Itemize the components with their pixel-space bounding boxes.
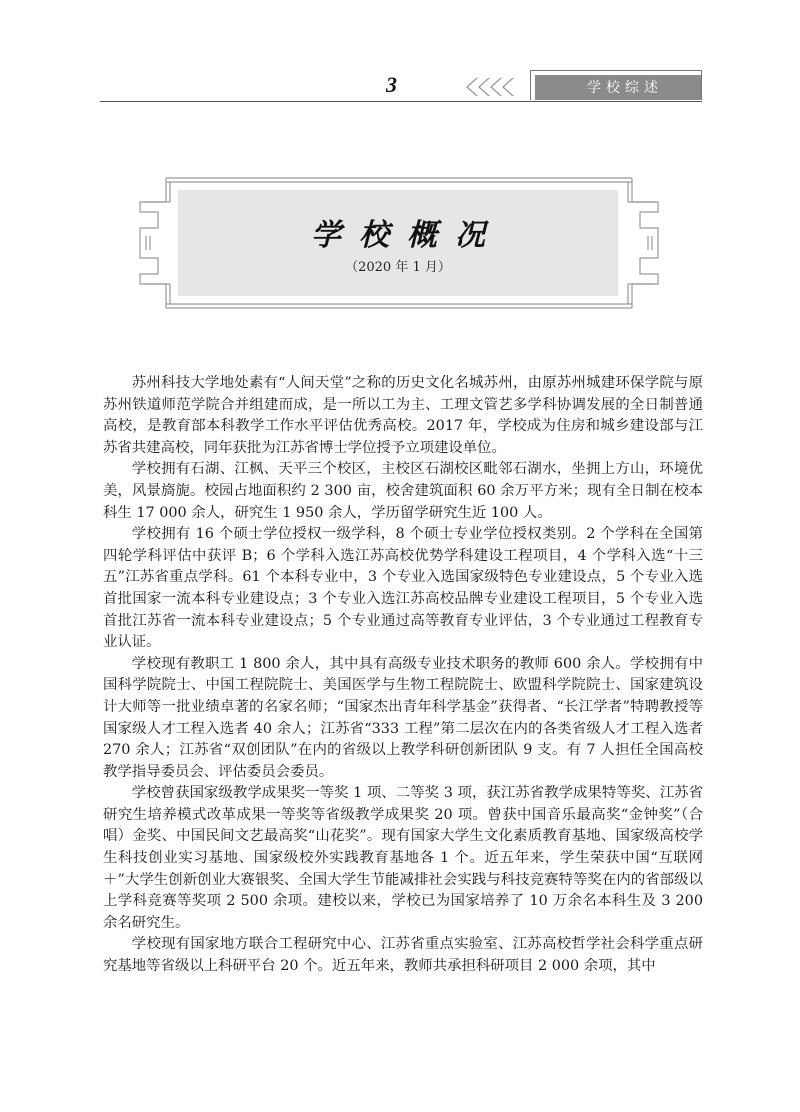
body-text [103,373,703,978]
paragraph: 学校拥有 16 个硕士学位授权一级学科，8 个硕士专业学位授权类别。2 个学科在全国第四轮学科评估中获评 B；6 个学科入选江苏高校优势学科建设工程项目，4 个学科入选“十三五”江苏省重点学科。61 个本科专业中，3 个专业入选国家级特色专业建设点，5 个专业入选首批国家一流本科专业建设点；3 个专业入选江苏高校品牌专业建设工程项目，5 个专业入选首批江苏省一流本科专业建设点；5 个专业通过高等教育专业评估，3 个专业通过工程教育专业认证。 [103,526,703,651]
paragraph: 学校现有国家地方联合工程研究中心、江苏省重点实验室、江苏高校哲学社会科学重点研究基地等省级以上科研平台 20 个。近五年来，教师共承担科研项目 2 000 余项，其中 [103,936,703,975]
paragraph: 学校曾获国家级教学成果奖一等奖 1 项、二等奖 3 项，获江苏省教学成果特等奖、江苏省研究生培养模式改革成果一等奖等省级教学成果奖 20 项。曾获中国音乐最高奖“金钟奖”（合唱）金奖、中国民间文艺最高奖“山花奖”。现有国家大学生文化素质教育基地、国家级高校学生科技创业实习基地、国家级校外实践教育基地各 1 个。近五年来，学生荣获中国“互联网＋”大学生创新创业大赛银奖、全国大学生节能减排社会实践与科技竞赛特等奖在内的省部级以上学科竞赛等奖项 2 500 余项。建校以来，学校已为国家培养了 10 万余名本科生及 3 200 余名研究生。 [103,785,703,931]
section-label: 学校综述 [535,75,701,100]
page-title: 学校概况 [311,218,503,253]
paragraph: 学校拥有石湖、江枫、天平三个校区，主校区石湖校区毗邻石湖水，坐拥上方山，环境优美，风景旖旎。校园占地面积约 2 300 亩，校舍建筑面积 60 余万平方米；现有全日制在校本科生 17 000 余人，研究生 1 950 余人，学历留学研究生近 100 人。 [103,461,703,521]
page-number: 3 [386,72,397,97]
paragraph: 苏州科技大学地处素有“人间天堂”之称的历史文化名城苏州，由原苏州城建环保学院与原苏州铁道师范学院合并组建而成，是一所以工为主、工理文管艺多学科协调发展的全日制普通高校，是教育部本科教学工作水平评估优秀高校。2017 年，学校成为住房和城乡建设部与江苏省共建高校，同年获批为江苏省博士学位授予立项建设单位。 [103,375,703,456]
paragraph: 学校现有教职工 1 800 余人，其中具有高级专业技术职务的教师 600 余人。学校拥有中国科学院院士、中国工程院院士、美国医学与生物工程院院士、欧盟科学院院士、国家建筑设计大师等一批业绩卓著的名家名师；“国家杰出青年科学基金”获得者、“长江学者”特聘教授等国家级人才工程入选者 40 余人；江苏省“333 工程”第二层次在内的各类省级人才工程入选者 270 余人；江苏省“双创团队”在内的省级以上教学科研创新团队 9 支。有 7 人担任全国高校教学指导委员会、评估委员会委员。 [103,655,703,780]
date-line: （2020 年 1 月） [345,260,451,275]
title-box [178,190,618,296]
